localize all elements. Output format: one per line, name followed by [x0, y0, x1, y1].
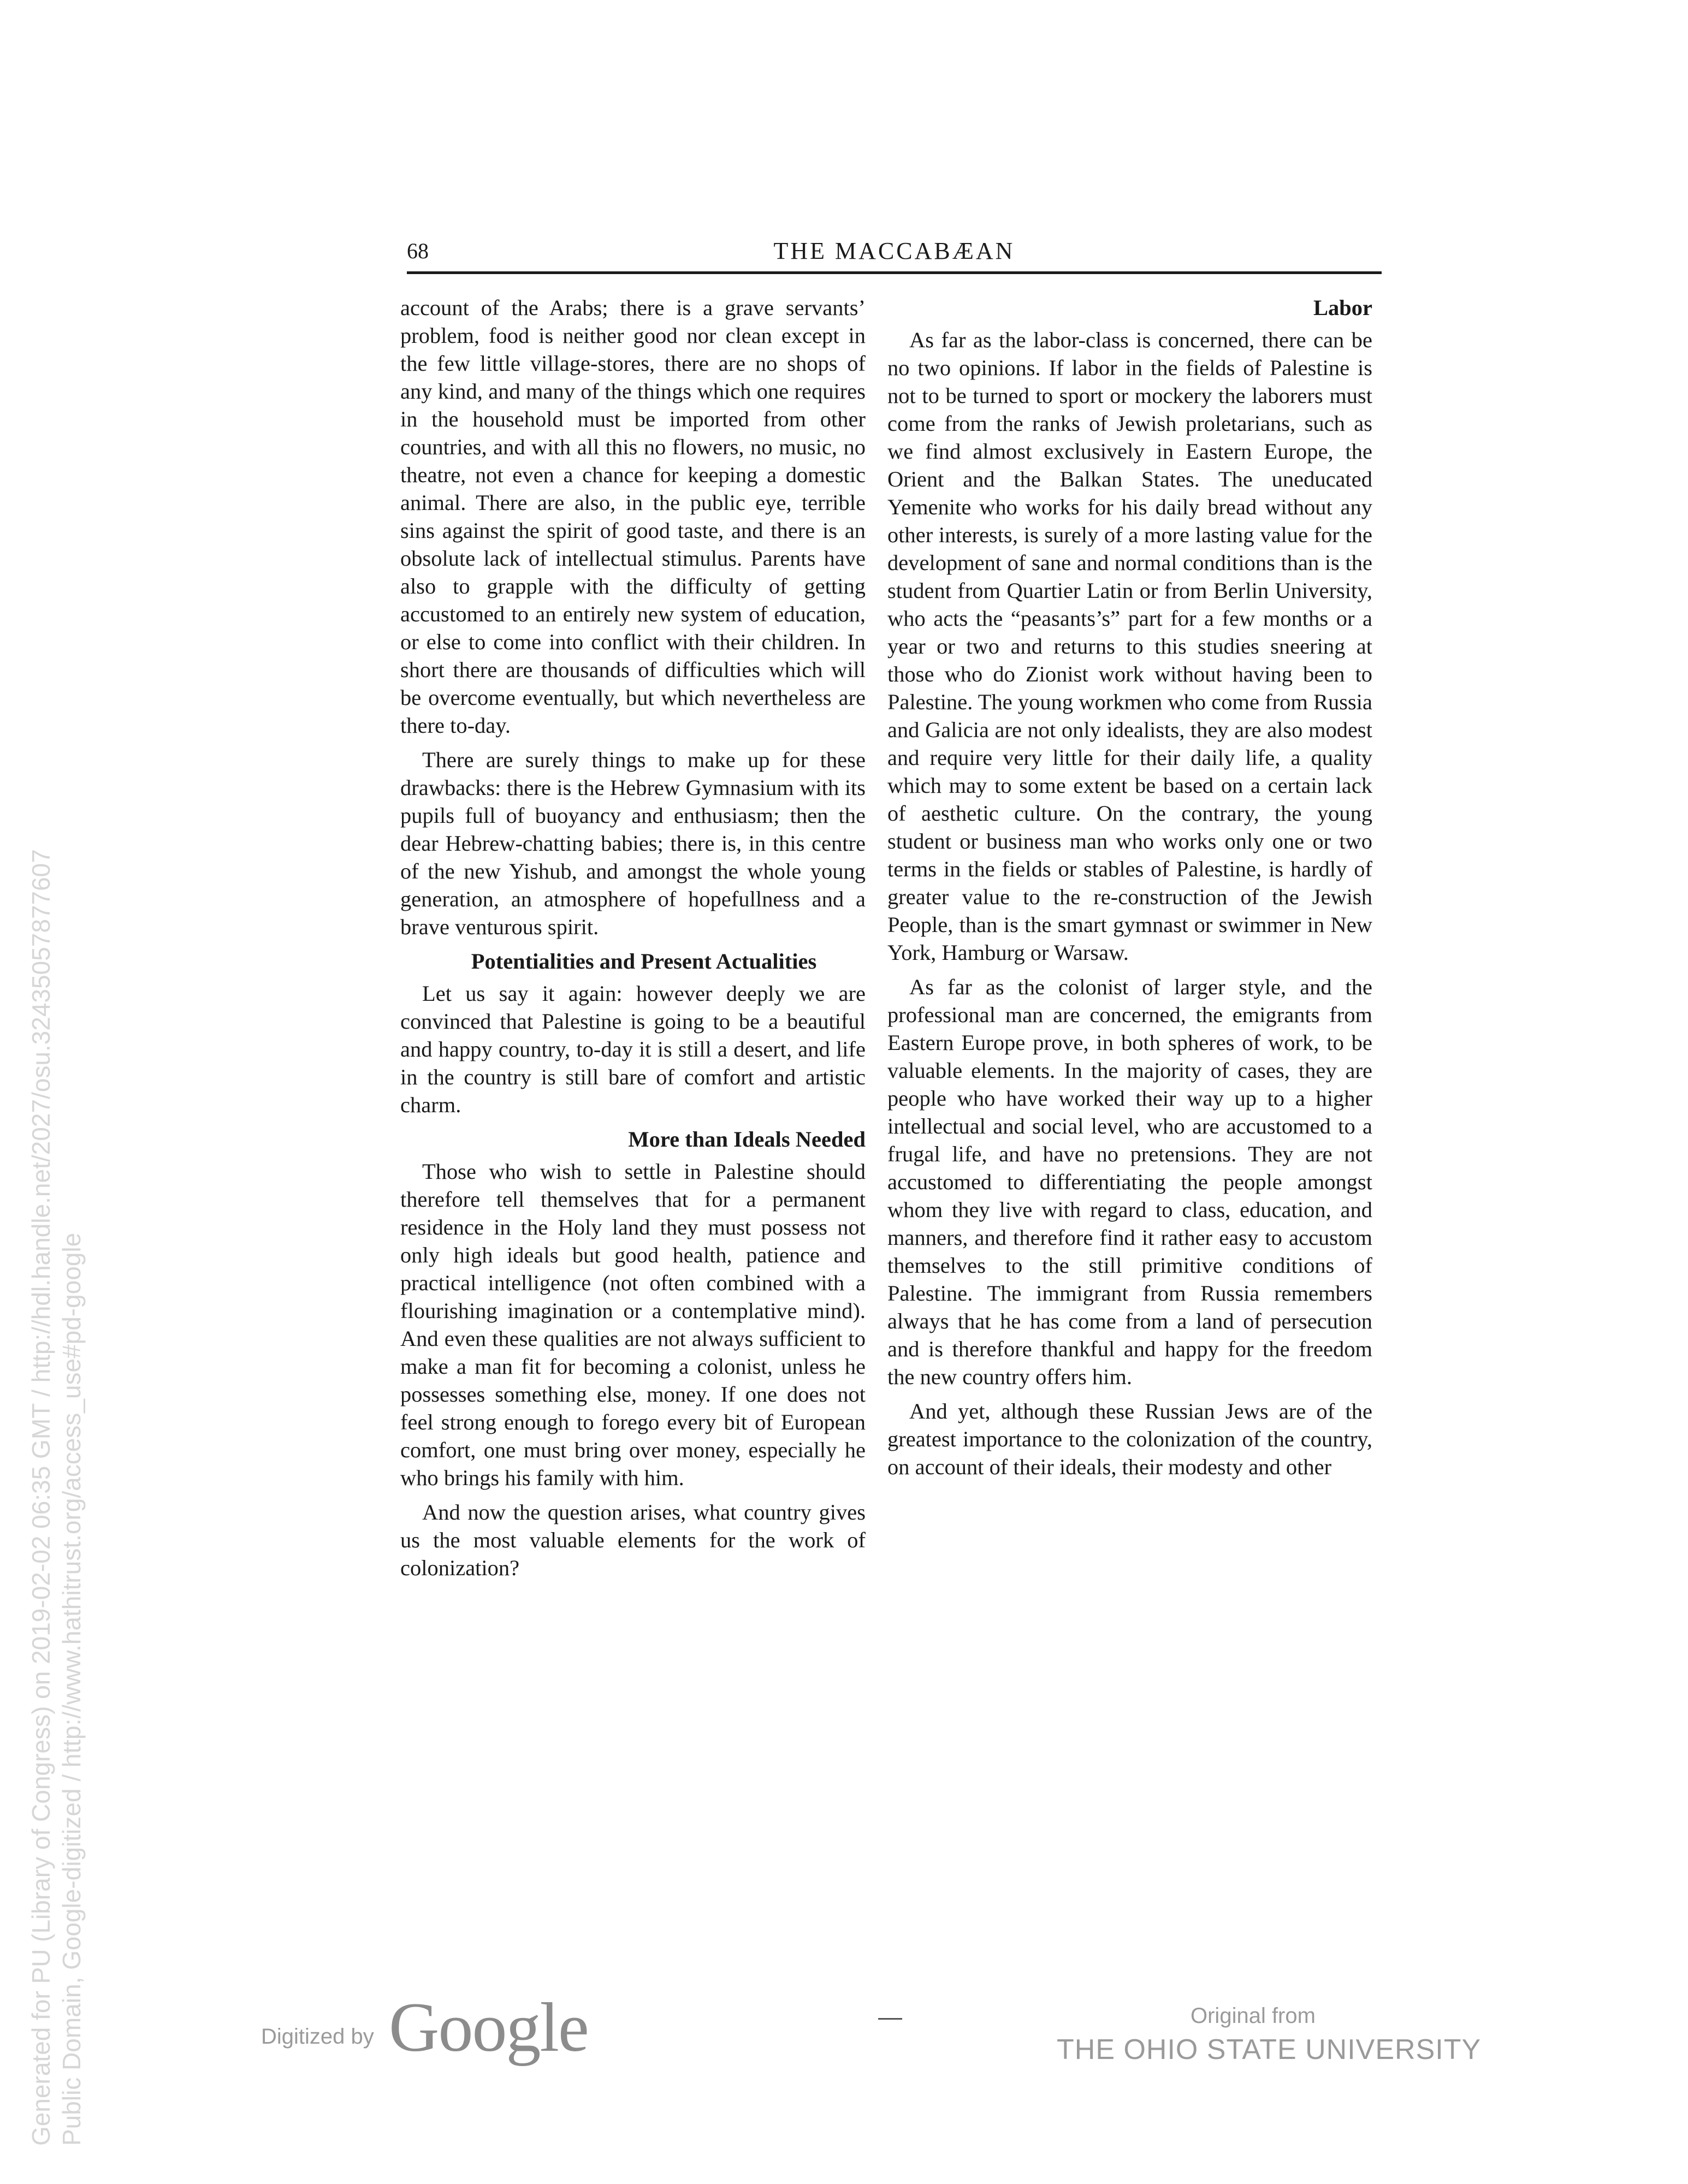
- paragraph: account of the Arabs; there is a grave servants’ problem, food is neither good nor clean except in the few little village-stores, there are no shops of any kind, and many of the things which one requires in the household must be imported from other countries, and with all this no flowers, no music, no theatre, not even a chance for keeping a domestic animal. There are also, in the public eye, terrible sins against the spirit of good taste, and there is an obsolute lack of intellectual stimulus. Parents have also to grapple with the difficulty of getting accustomed to an entirely new system of education, or else to come into conflict with their children. In short there are thousands of difficulties which will be overcome eventually, but which nevertheless are there to-day.: [400, 295, 866, 738]
- watermark-public-domain-line: Public Domain, Google-digitized / http://www.hathitrust.org/access_use#pd-google: [57, 1232, 86, 2146]
- page-header: [407, 234, 1382, 272]
- original-from-label: Original from: [1191, 2004, 1316, 2028]
- digitized-by-label: Digitized by: [261, 2025, 374, 2049]
- institution-name: THE OHIO STATE UNIVERSITY: [1057, 2034, 1482, 2066]
- paragraph: Let us say it again: however deeply we are convinced that Palestine is going to be a beautiful and happy country, to-day it is still a desert, and life in the country is still bare of comfort and artistic charm.: [400, 981, 866, 1117]
- paragraph: As far as the colonist of larger style, and the professional man are concerned, the emigrants from Eastern Europe prove, in both spheres of work, to be valuable elements. In the majority of cases, they are people who have worked their way up to a higher intellectual and social level, who are accustomed to a frugal life, and have no pretensions. They are not accustomed to differentiating the people amongst whom they live with regard to class, education, and manners, and therefore find it rather easy to accustom themselves to the still primitive conditions of Palestine. The immigrant from Russia remembers always that he has come from a land of persecution and is therefore thankful and happy for the freedom the new country offers him.: [887, 975, 1372, 1389]
- page-number: 68: [407, 239, 429, 263]
- footer-dash: [878, 2018, 902, 2020]
- left-column: [400, 294, 866, 1588]
- section-heading: Labor: [1313, 295, 1372, 320]
- footer: [0, 1987, 1688, 2075]
- paragraph: There are surely things to make up for these drawbacks: there is the Hebrew Gymnasium with its pupils full of buoyancy and enthusiasm; then the dear Hebrew-chatting babies; there is, in this centre of the new Yishub, and amongst the whole young generation, an atmosphere of hopefullness and a brave venturous spirit.: [400, 747, 866, 939]
- watermark-generated-line: Generated for PU (Library of Congress) on 2019-02-02 06:35 GMT / http://hdl.handle.net/2027/osu.32435057877607: [27, 849, 55, 2146]
- section-heading: More than Ideals Needed: [628, 1127, 866, 1152]
- journal-title: THE MACCABÆAN: [773, 238, 1015, 264]
- header-rule: [407, 271, 1382, 274]
- google-logo: Google: [389, 1989, 588, 2066]
- section-heading: Potentialities and Present Actualities: [471, 949, 817, 974]
- right-column: [887, 294, 1372, 1487]
- paragraph: Those who wish to settle in Palestine should therefore tell themselves that for a permanent residence in the Holy land they must possess not only high ideals but good health, patience and practical intelligence (not often combined with a flourishing imagination or a contemplative mind). And even these qualities are not always sufficient to make a man fit for becoming a colonist, unless he possesses something else, money. If one does not feel strong enough to forego every bit of European comfort, one must bring over money, especially he who brings his family with him.: [400, 1159, 866, 1490]
- side-watermark: [0, 0, 86, 2184]
- paragraph: And yet, although these Russian Jews are of the greatest importance to the colonization of the country, on account of their ideals, their modesty and other: [887, 1399, 1372, 1479]
- paragraph: And now the question arises, what country gives us the most valuable elements for the work of colonization?: [400, 1500, 866, 1580]
- paragraph: As far as the labor-class is concerned, there can be no two opinions. If labor in the fields of Palestine is not to be turned to sport or mockery the laborers must come from the ranks of Jewish proletarians, such as we find almost exclusively in Eastern Europe, the Orient and the Balkan States. The uneducated Yemenite who works for his daily bread without any other interests, is surely of a more lasting value for the development of sane and normal conditions than is the student from Quartier Latin or from Berlin University, who acts the “peasants’s” part for a few months or a year or two and returns to this studies sneering at those who do Zionist work without having been to Palestine. The young workmen who come from Russia and Galicia are not only idealists, they are also modest and require very little for their daily life, a quality which may to some extent be based on a certain lack of aesthetic culture. On the contrary, the young student or business man who works only one or two terms in the fields or stables of Palestine, is hardly of greater value to the re-construction of the Jewish People, than is the smart gymnast or swimmer in New York, Hamburg or Warsaw.: [887, 328, 1372, 965]
